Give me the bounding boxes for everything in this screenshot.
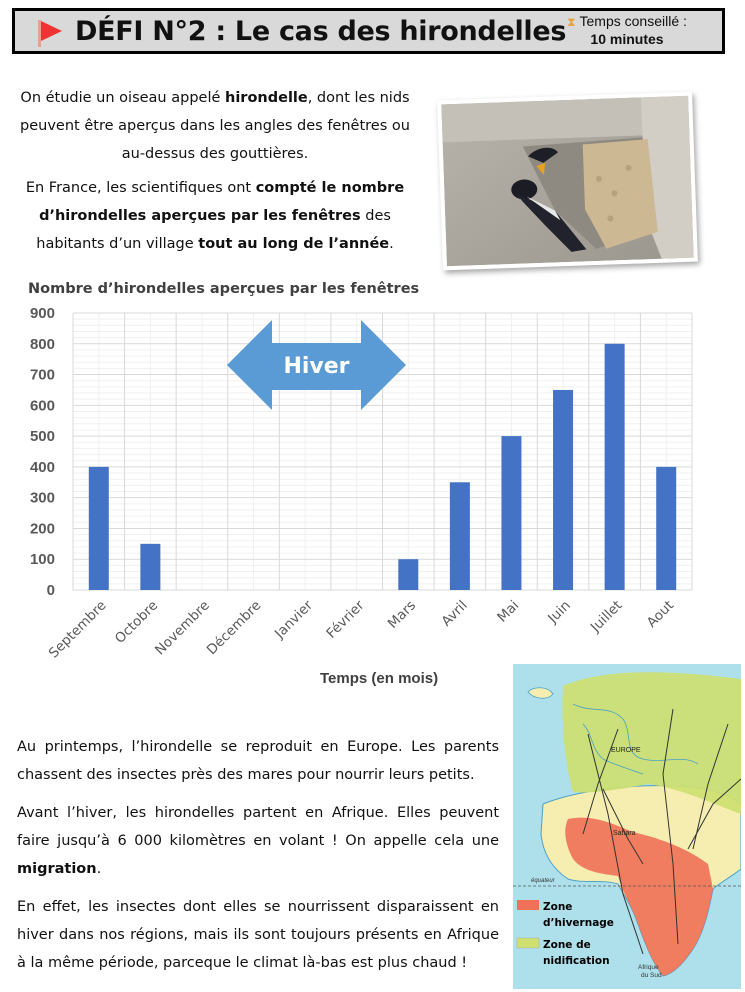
text-run: On étudie un oiseau appelé [20,90,225,106]
photo-image [441,96,694,267]
bar-octobre [140,544,160,590]
migration-map [513,664,741,989]
x-tick-label: Mars [384,597,420,632]
y-tick-label: 400 [29,458,55,476]
time-value: 10 minutes [590,31,664,47]
legend-label-nesting-2: nidification [543,955,610,967]
time-label: Temps conseillé : [579,13,687,29]
explanation-paragraph-1 [17,733,499,789]
y-tick-label: 600 [29,397,55,415]
map-label-europe: EUROPE [611,747,641,754]
swallow-nest-photo [437,92,698,271]
text-run: En effet, les insectes dont elles se nourrissent disparaissent en hiver dans nos régions, mais ils sont toujours présents en Afrique à la même période, parceque le climat là-bas est plus chaud ! [17,899,499,971]
legend-swatch-nesting [517,938,539,948]
bold-text-run: tout au long de l’année [198,236,390,252]
bold-text-run: migration [17,861,97,877]
y-tick-label: 700 [29,366,55,384]
explanation-paragraph-2 [17,799,499,883]
text-run: Au printemps, l’hirondelle se reproduit en Europe. Les parents chassent des insectes près des mares pour nourrir leurs petits. [17,739,499,783]
intro-text [10,84,420,264]
bold-text-run: compté le nombre d’hirondelles aperçues par les fenêtres [39,180,405,224]
time-advice [542,13,712,47]
map-label-equator: équateur [531,878,555,884]
bar-juin [553,390,573,590]
map-label-south-africa-2: du Sud [641,972,662,979]
map-label-south-africa-1: Afrique [638,964,659,971]
explanation-text [17,733,499,987]
x-tick-label: Aout [643,597,678,631]
legend-label-wintering-1: Zone [543,901,573,913]
bar-mai [501,436,521,590]
bar-aout [656,467,676,590]
x-tick-label: Décembre [203,597,265,659]
intro-paragraph-1 [10,84,420,168]
x-tick-label: Octobre [111,597,162,647]
x-tick-label: Juillet [587,597,626,636]
text-run: , dont les nids peuvent être aperçus dans les angles des fenêtres ou au-dessus des gouttières. [20,90,410,162]
x-tick-label: Septembre [45,597,110,662]
y-tick-label: 500 [29,428,55,446]
text-run: En France, les scientifiques ont [25,180,256,196]
bar-septembre [89,467,109,590]
intro-paragraph-2 [10,174,420,258]
legend-swatch-wintering [517,900,539,910]
y-tick-label: 800 [29,335,55,353]
text-run: des habitants d’un village [36,208,391,252]
page-title: DÉFI N°2 : Le cas des hirondelles [75,16,567,47]
text-run: . [96,861,102,877]
y-tick-label: 0 [46,582,55,599]
x-tick-label: Novembre [152,597,213,659]
bar-avril [450,482,470,590]
y-tick-label: 200 [29,520,55,538]
flag-icon [35,18,65,48]
y-tick-label: 300 [29,489,55,507]
time-label-row [542,13,712,30]
chart-title: Nombre d’hirondelles aperçues par les fenêtres [28,281,420,297]
text-run: . [389,236,394,252]
explanation-paragraph-3 [17,893,499,977]
y-tick-label: 900 [29,305,55,322]
bold-text-run: hirondelle [225,90,308,106]
legend-label-wintering-2: d’hivernage [543,917,614,929]
winter-label: Hiver [283,354,350,379]
bar-juillet [605,344,625,590]
hourglass-icon: ⧗ [567,15,576,29]
bar-mars [398,559,418,590]
x-tick-label: Janvier [271,597,316,642]
map-label-sahara: Sahara [613,830,636,837]
legend-label-nesting-1: Zone de [543,939,591,951]
x-tick-label: Février [323,597,368,642]
x-tick-label: Avril [438,597,471,630]
y-tick-label: 100 [29,551,55,569]
x-tick-label: Juin [544,597,574,627]
x-axis-title: Temps (en mois) [320,670,439,687]
text-run: Avant l’hiver, les hirondelles partent en Afrique. Elles peuvent faire jusqu’à 6 000 kilomètres en volant ! On appelle cela une [17,805,499,849]
x-tick-label: Mai [494,597,523,626]
header-banner [12,8,725,54]
bar-chart [0,300,745,695]
